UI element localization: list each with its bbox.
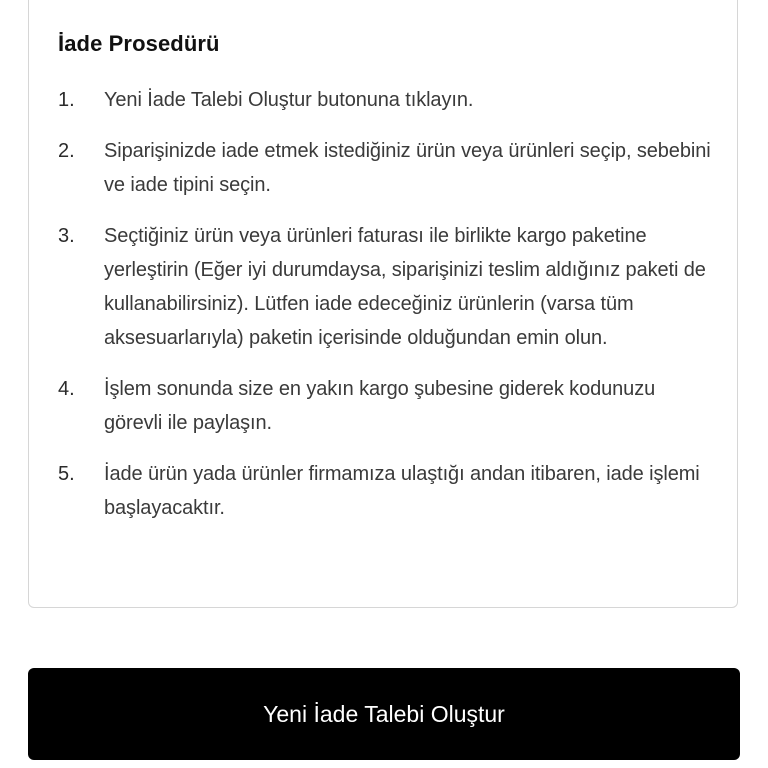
procedure-step [58,83,718,117]
procedure-step [58,372,718,440]
procedure-step [58,134,718,202]
step-number: 5. [58,463,75,485]
step-text: İade ürün yada ürünler firmamıza ulaştığı andan itibaren, iade işlemi başlayacaktır. [104,463,700,519]
step-text: Seçtiğiniz ürün veya ürünleri faturası ile birlikte kargo paketine yerleştirin (Eğer iyi durumdaysa, siparişinizi teslim aldığınız paketi de kullanabilirsiniz). Lütfen iade edeceğiniz ürünlerin (varsa tüm aksesuarlarıyla) paketin içerisinde olduğundan emin olun. [104,225,706,349]
step-number: 3. [58,225,75,247]
return-procedure-card [28,0,738,608]
step-number: 1. [58,89,75,111]
step-text: İşlem sonunda size en yakın kargo şubesine giderek kodunuzu görevli ile paylaşın. [104,378,656,434]
create-return-request-button[interactable]: Yeni İade Talebi Oluştur [28,668,740,760]
step-text: Siparişinizde iade etmek istediğiniz ürün veya ürünleri seçip, sebebini ve iade tipini seçin. [104,140,711,196]
card-title: İade Prosedürü [58,31,220,56]
step-number: 4. [58,378,75,400]
step-number: 2. [58,140,75,162]
step-text: Yeni İade Talebi Oluştur butonuna tıklayın. [104,89,474,111]
procedure-step [58,219,718,355]
procedure-steps-list [58,83,718,542]
procedure-step [58,457,718,525]
